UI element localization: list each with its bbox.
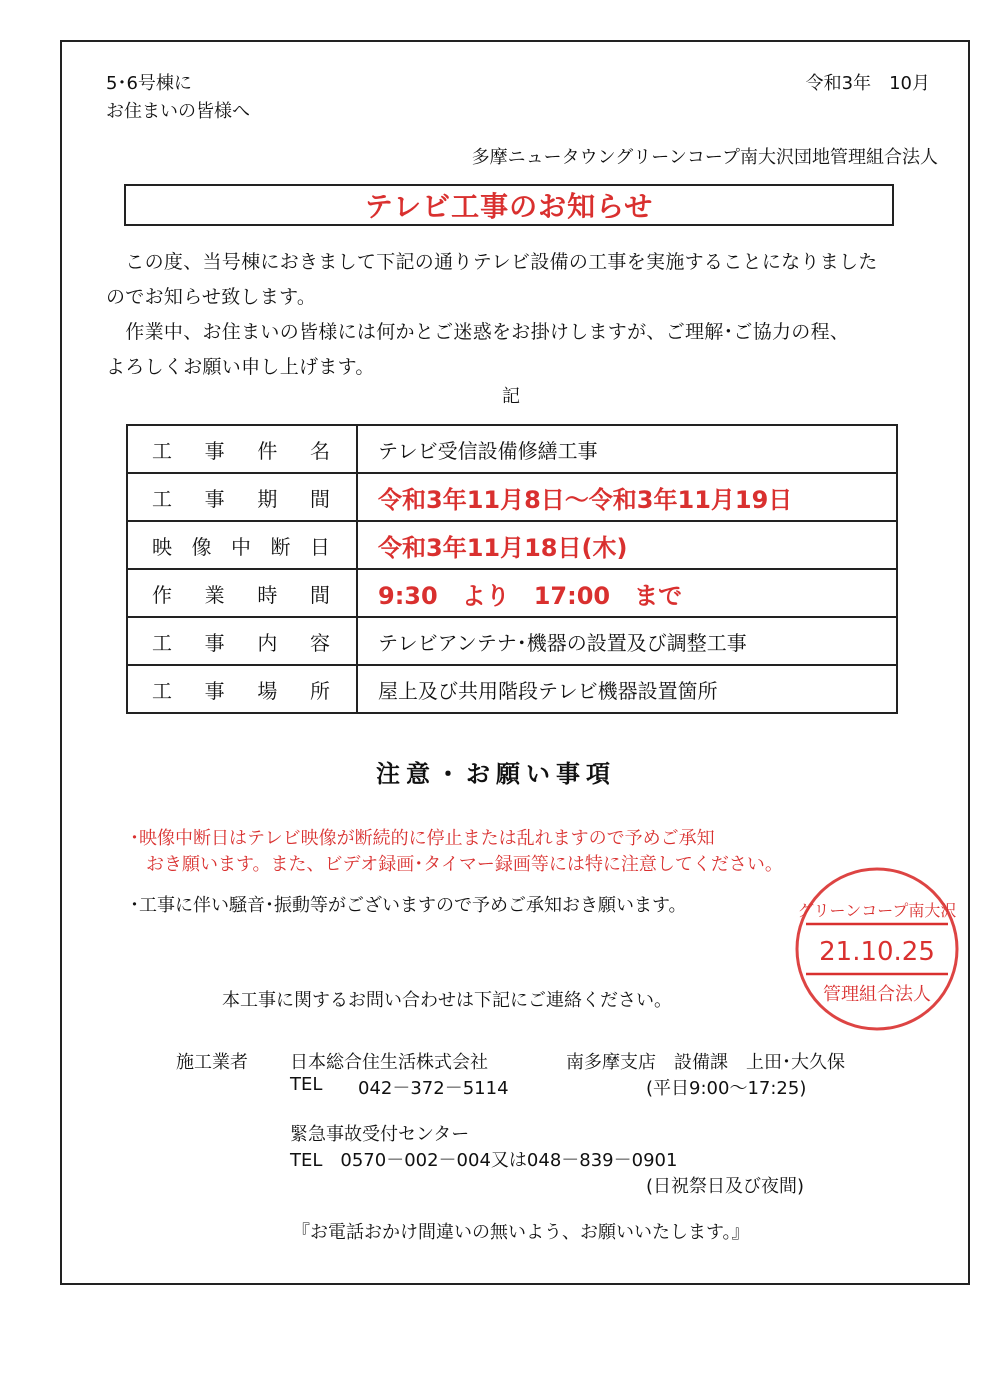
emergency-name: 緊急事故受付センター <box>290 1124 470 1145</box>
approval-stamp <box>792 864 962 1034</box>
ki-mark: 記 <box>502 386 520 407</box>
row-label-char: 事 <box>204 438 225 463</box>
contractor-branch: 南多摩支店 設備課 上田･大久保 <box>566 1052 845 1073</box>
row-label-char: 中 <box>231 534 251 559</box>
row-label-char: 件 <box>257 438 278 463</box>
title-box <box>124 184 894 226</box>
row-label <box>127 665 357 713</box>
row-label-char: 所 <box>309 678 330 703</box>
table-row <box>127 665 897 713</box>
table-row <box>127 569 897 617</box>
row-label-char: 期 <box>257 486 278 511</box>
row-label-char: 工 <box>152 678 172 703</box>
row-label <box>127 425 357 473</box>
row-label <box>127 569 357 617</box>
emergency-tel: TEL 0570－002－004又は048－839－0901 <box>290 1150 678 1171</box>
row-label <box>127 473 357 521</box>
row-value: 9:30 より 17:00 まで <box>357 569 897 617</box>
row-label-char: 容 <box>309 630 330 655</box>
stamp-line1: グリーンコープ南大沢 <box>797 901 957 920</box>
note2: ･工事に伴い騒音･振動等がございますので予めご承知おき願います。 <box>130 895 687 916</box>
row-value: 令和3年11月18日(木) <box>357 521 897 569</box>
row-label-char: 名 <box>309 438 330 463</box>
row-label-char: 工 <box>152 486 172 511</box>
row-label-char: 作 <box>152 582 172 607</box>
closing-note: 『お電話おかけ間違いの無いよう、お願いいたします。』 <box>292 1222 750 1243</box>
row-label-char: 映 <box>152 534 172 559</box>
row-label-char: 日 <box>310 534 330 559</box>
row-label-char: 場 <box>257 678 278 703</box>
row-label-char: 業 <box>204 582 225 607</box>
note1-line1: ･映像中断日はテレビ映像が断続的に停止または乱れますので予めご承知 <box>130 828 715 849</box>
row-label-char: 内 <box>257 630 278 655</box>
row-value: 令和3年11月8日～令和3年11月19日 <box>357 473 897 521</box>
emergency-hours: (日祝祭日及び夜間) <box>646 1176 805 1197</box>
addressee-line1: 5･6号棟に <box>106 73 192 94</box>
row-label-char: 工 <box>152 630 172 655</box>
row-label-char: 事 <box>204 678 225 703</box>
row-label-char: 時 <box>257 582 278 607</box>
row-label <box>127 521 357 569</box>
row-value: 屋上及び共用階段テレビ機器設置箇所 <box>357 665 897 713</box>
row-value: テレビ受信設備修繕工事 <box>357 425 897 473</box>
stamp-line3: 管理組合法人 <box>823 984 931 1005</box>
table-row <box>127 521 897 569</box>
stamp-date: 21.10.25 <box>819 937 935 967</box>
row-label <box>127 617 357 665</box>
intro-line4: よろしくお願い申し上げます。 <box>106 356 375 378</box>
intro-line1: この度、当号棟におきまして下記の通りテレビ設備の工事を実施することになりました <box>106 251 878 273</box>
table-row <box>127 425 897 473</box>
tel-number: 042－372－5114 <box>358 1078 509 1099</box>
row-label-char: 像 <box>191 534 212 559</box>
notice-title: テレビ工事のお知らせ <box>364 190 654 223</box>
issue-date: 令和3年 10月 <box>805 73 930 94</box>
intro-line2: のでお知らせ致します。 <box>106 286 317 308</box>
contractor-company: 日本総合住生活株式会社 <box>290 1052 488 1073</box>
row-label-char: 間 <box>309 486 330 511</box>
business-hours: (平日9:00～17:25) <box>646 1078 807 1099</box>
contact-intro: 本工事に関するお問い合わせは下記にご連絡ください。 <box>222 990 672 1011</box>
row-value: テレビアンテナ･機器の設置及び調整工事 <box>357 617 897 665</box>
intro-line3: 作業中、お住まいの皆様には何かとご迷惑をお掛けしますが、ご理解･ご協力の程、 <box>106 321 850 343</box>
contractor-label: 施工業者 <box>176 1052 248 1073</box>
row-label-char: 断 <box>270 534 291 559</box>
table-row <box>127 617 897 665</box>
addressee-line2: お住まいの皆様へ <box>106 101 250 122</box>
tel-label: TEL <box>290 1074 323 1095</box>
row-label-char: 間 <box>309 582 330 607</box>
row-label-char: 事 <box>204 486 225 511</box>
row-label-char: 事 <box>204 630 225 655</box>
notes-heading: 注意・お願い事項 <box>376 760 616 788</box>
issuer-name: 多摩ニュータウングリーンコープ南大沢団地管理組合法人 <box>471 147 938 168</box>
note1-line2: おき願います。また、ビデオ録画･タイマー録画等には特に注意してください。 <box>146 854 783 875</box>
row-label-char: 工 <box>152 438 172 463</box>
table-row <box>127 473 897 521</box>
notice-sheet <box>60 40 970 1285</box>
works-table <box>126 424 898 714</box>
